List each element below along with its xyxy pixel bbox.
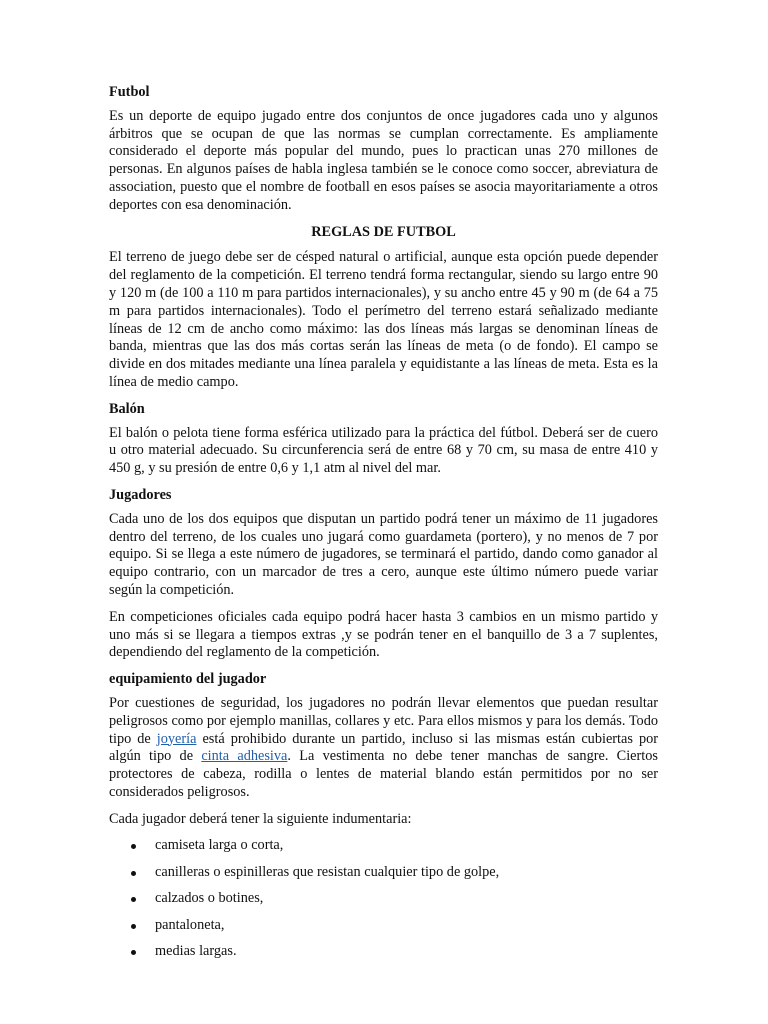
equipment-text-3: . La vestimenta no debe tener manchas de sangre. Ciertos protectores de cabeza, rodilla o lentes de material blando están permitidos por no ser considerados peligrosos.	[109, 748, 658, 800]
list-item-text: medias largas.	[155, 943, 237, 960]
ball-heading: Balón	[109, 400, 145, 417]
intro-paragraph: Es un deporte de equipo jugado entre dos conjuntos de once jugadores cada uno y algunos árbitros que se ocupan de que las normas se cumplan correctamente. Es ampliamente considerado el deporte más popular del mundo, pues lo practican unas 270 millones de personas. En algunos países de habla inglesa también se le conoce como soccer, abreviatura de association, puesto que el nombre de football en esos países se asocia mayoritariamente a otros deportes con esa denominación.	[109, 107, 658, 213]
futbol-heading: Futbol	[109, 84, 150, 100]
equipment-text-2: está prohibido durante un partido, incluso si las mismas están cubiertas por algún tipo de	[109, 730, 658, 765]
list-item-text: pantaloneta,	[155, 916, 225, 933]
players-paragraph-1: Cada uno de los dos equipos que disputan un partido podrá tener un máximo de 11 jugadores dentro del terreno, de los cuales uno jugará como guardameta (portero), y no menos de 7 por equipo. Si se llega a este número de jugadores, se terminará el partido, dando como ganador al equipo contrario, con un marcador de tres a cero, aunque este último número puede variar según la competición.	[109, 510, 658, 598]
list-item-text: camiseta larga o corta,	[155, 837, 284, 854]
players-paragraph-2: En competiciones oficiales cada equipo podrá hacer hasta 3 cambios en un mismo partido y uno más si se llegara a tiempos extras ,y se podrán tener en el banquillo de 3 a 7 suplentes, dependiendo del reglamento de la competición.	[109, 608, 658, 661]
rules-heading: REGLAS DE FUTBOL	[311, 223, 456, 240]
bullet-icon	[131, 950, 136, 955]
bullet-icon	[131, 844, 136, 849]
adhesive-tape-link[interactable]: cinta adhesiva	[201, 748, 288, 765]
document-page	[109, 84, 658, 969]
uniform-list	[109, 837, 658, 960]
list-item-text: calzados o botines,	[155, 890, 264, 907]
equipment-paragraph	[109, 695, 658, 802]
ball-paragraph: El balón o pelota tiene forma esférica utilizado para la práctica del fútbol. Deberá ser de cuero u otro material adecuado. Su circunferencia será de entre 68 y 70 cm, su masa de entre 410 y 450 g, y su presión de entre 0,6 y 1,1 atm al nivel del mar.	[109, 424, 658, 477]
list-item	[109, 917, 658, 935]
list-item	[109, 943, 658, 961]
bullet-icon	[131, 871, 136, 876]
equipment-heading: equipamiento del jugador	[109, 671, 267, 688]
uniform-intro: Cada jugador deberá tener la siguiente indumentaria:	[109, 810, 412, 827]
bullet-icon	[131, 924, 136, 929]
jewelry-link[interactable]: joyería	[156, 730, 197, 747]
list-item	[109, 864, 658, 882]
list-item-text: canilleras o espinilleras que resistan cualquier tipo de golpe,	[155, 863, 500, 880]
players-heading: Jugadores	[109, 486, 172, 503]
bullet-icon	[131, 897, 136, 902]
list-item	[109, 837, 658, 855]
list-item	[109, 890, 658, 908]
field-paragraph: El terreno de juego debe ser de césped natural o artificial, aunque esta opción puede depender del reglamento de la competición. El terreno tendrá forma rectangular, siendo su largo entre 90 y 120 m (de 100 a 110 m para partidos internacionales), y su ancho entre 45 y 90 m (de 64 a 75 m para partidos internacionales). Todo el perímetro del terreno estará señalizado mediante líneas de 12 cm de ancho como máximo: las dos líneas más largas se denominan líneas de banda, mientras que las dos más cortas serán las líneas de meta (o de fondo). El campo se divide en dos mitades mediante una línea paralela y equidistante a las líneas de meta. Esta es la línea de medio campo.	[109, 249, 658, 390]
equipment-text-1: Por cuestiones de seguridad, los jugadores no podrán llevar elementos que puedan resultar peligrosos como por ejemplo manillas, collares y etc. Para ellos mismos y para los demás. Todo tipo de	[109, 694, 658, 747]
